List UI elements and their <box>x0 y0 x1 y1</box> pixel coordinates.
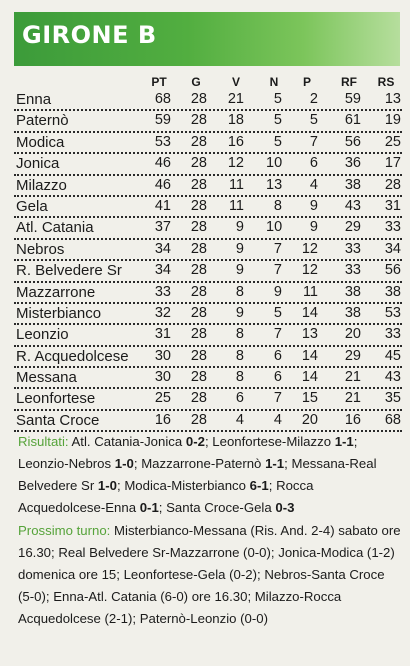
goals-against: 31 <box>384 197 401 214</box>
table-row <box>14 240 402 261</box>
points: 46 <box>154 155 171 172</box>
result-score: 1-0 <box>97 478 117 493</box>
wins: 8 <box>235 347 244 364</box>
losses: 11 <box>302 283 318 300</box>
table-row <box>14 176 402 197</box>
result-match: Mazzarrone-Paternò <box>141 456 262 471</box>
wins: 4 <box>235 411 244 428</box>
goals-against: 17 <box>384 155 401 172</box>
goals-against: 45 <box>384 347 401 364</box>
table-row <box>14 154 402 175</box>
result-score: 1-1 <box>334 434 354 449</box>
fixture: Milazzo-Rocca Acquedolcese (2-1) <box>18 589 342 626</box>
standings-table <box>14 72 402 432</box>
goals-for: 38 <box>344 176 361 193</box>
table-row <box>14 389 402 410</box>
draws: 7 <box>273 390 282 407</box>
team-name: Misterbianco <box>16 304 102 322</box>
losses: 15 <box>301 390 318 407</box>
team-name: Enna <box>16 91 52 108</box>
games: 28 <box>190 176 207 193</box>
wins: 11 <box>228 197 244 214</box>
losses: 5 <box>309 112 318 129</box>
games: 28 <box>190 262 207 279</box>
team-name: Santa Croce <box>16 411 100 429</box>
team-name: Atl. Catania <box>16 219 94 237</box>
table-row <box>14 304 402 325</box>
goals-against: 19 <box>384 112 401 129</box>
fixture: Misterbianco-Messana (Ris. And. 2-4) sabato ore 16.30 <box>18 523 401 560</box>
draws: 7 <box>273 240 282 257</box>
points: 25 <box>154 390 171 407</box>
team-name: R. Acquedolcese <box>16 347 129 365</box>
losses: 9 <box>309 197 318 214</box>
games: 28 <box>190 390 207 407</box>
table-row <box>14 197 402 218</box>
result-match: Rocca Acquedolcese-Enna <box>18 478 314 515</box>
goals-against: 35 <box>384 390 401 407</box>
wins: 12 <box>227 155 244 172</box>
fixture: Nebros-Santa Croce (5-0) <box>18 567 385 604</box>
wins: 6 <box>235 390 244 407</box>
team-name: Leonfortese <box>16 390 96 408</box>
points: 53 <box>154 133 171 150</box>
draws: 6 <box>273 347 282 364</box>
header-p: P <box>302 75 311 89</box>
losses: 14 <box>301 304 318 321</box>
wins: 8 <box>235 283 244 300</box>
result-score: 0-1 <box>139 500 159 515</box>
games: 28 <box>190 369 207 386</box>
games: 28 <box>190 240 207 257</box>
fixture: Real Belvedere Sr-Mazzarrone (0-0) <box>58 545 271 560</box>
fixture: Enna-Atl. Catania (6-0) ore 16.30 <box>53 589 248 604</box>
wins: 8 <box>235 369 244 386</box>
team-name: Gela <box>16 197 48 215</box>
losses: 20 <box>301 411 318 428</box>
group-banner <box>14 12 400 66</box>
results-list: Atl. Catania-Jonica 0-2; Leonfortese-Milazzo 1-1; Leonzio-Nebros 1-0; Mazzarrone-Paternò 1-1; Messana-Real Belvedere Sr 1-0; Modica-Misterbianco 6-1; Rocca Acquedolcese-Enna 0-1; Santa Croce-Gela 0-3 <box>18 434 377 515</box>
losses: 13 <box>301 326 318 343</box>
wins: 9 <box>235 304 244 321</box>
result-match: Leonfortese-Milazzo <box>212 434 332 449</box>
table-row <box>14 218 402 239</box>
draws: 7 <box>273 326 282 343</box>
table-row <box>14 347 402 368</box>
next-round-label: Prossimo turno: <box>18 523 111 538</box>
draws: 13 <box>266 176 283 193</box>
result-match: Modica-Misterbianco <box>124 478 246 493</box>
goals-for: 36 <box>344 155 361 172</box>
goals-for: 56 <box>344 133 361 150</box>
goals-for: 38 <box>344 304 361 321</box>
wins: 8 <box>235 326 244 343</box>
losses: 14 <box>301 347 318 364</box>
table-row <box>14 325 402 346</box>
header-v: V <box>231 75 240 89</box>
goals-for: 29 <box>344 347 361 364</box>
wins: 9 <box>235 219 244 236</box>
header-rs: RS <box>377 75 395 89</box>
goals-for: 59 <box>344 91 361 107</box>
goals-for: 43 <box>344 197 361 214</box>
losses: 14 <box>301 369 318 386</box>
points: 32 <box>154 304 171 321</box>
team-name: R. Belvedere Sr <box>16 262 122 280</box>
results-label: Risultati: <box>18 434 69 449</box>
fixture: Leonfortese-Gela (0-2) <box>123 567 258 582</box>
points: 30 <box>154 369 171 386</box>
draws: 10 <box>266 219 283 236</box>
header-n: N <box>269 75 279 89</box>
goals-for: 38 <box>344 283 361 300</box>
losses: 2 <box>309 91 318 107</box>
team-name: Leonzio <box>16 326 69 344</box>
wins: 18 <box>227 112 244 129</box>
fixture: Paternò-Leonzio (0-0) <box>139 611 268 626</box>
games: 28 <box>190 283 207 300</box>
result-score: 1-0 <box>114 456 134 471</box>
goals-against: 34 <box>384 240 401 257</box>
result-match: Atl. Catania-Jonica <box>71 434 183 449</box>
goals-for: 29 <box>344 219 361 236</box>
losses: 7 <box>309 133 318 150</box>
goals-against: 38 <box>384 283 401 300</box>
goals-against: 53 <box>384 304 401 321</box>
games: 28 <box>190 219 207 236</box>
points: 34 <box>154 262 171 279</box>
result-score: 0-3 <box>275 500 295 515</box>
games: 28 <box>190 112 207 129</box>
next-round-list: Misterbianco-Messana (Ris. And. 2-4) sabato ore 16.30; Real Belvedere Sr-Mazzarrone (0-0); Jonica-Modica (1-2) domenica ore 15; Leonfortese-Gela (0-2); Nebros-Santa Croce (5-0); Enna-Atl. Catania (6-0) ore 16.30; Milazzo-Rocca Acquedolcese (2-1); Paternò-Leonzio (0-0) <box>18 523 401 626</box>
losses: 9 <box>309 219 318 236</box>
goals-against: 25 <box>384 133 401 150</box>
goals-against: 28 <box>384 176 401 193</box>
table-row <box>14 111 402 132</box>
draws: 8 <box>273 197 282 214</box>
result-match: Messana-Real Belvedere Sr <box>18 456 377 493</box>
wins: 21 <box>227 91 244 107</box>
games: 28 <box>190 133 207 150</box>
losses: 12 <box>301 240 318 257</box>
header-rf: RF <box>341 75 357 89</box>
team-name: Milazzo <box>16 176 67 194</box>
goals-for: 21 <box>344 369 361 386</box>
table-header <box>14 72 402 90</box>
draws: 5 <box>273 304 282 321</box>
draws: 5 <box>273 112 282 129</box>
result-score: 1-1 <box>265 456 285 471</box>
results-section <box>18 431 402 519</box>
team-name: Nebros <box>16 240 65 258</box>
table-row <box>14 283 402 304</box>
losses: 12 <box>301 262 318 279</box>
goals-for: 16 <box>344 411 361 428</box>
goals-against: 33 <box>384 326 401 343</box>
points: 68 <box>154 91 171 107</box>
games: 28 <box>190 304 207 321</box>
team-name: Modica <box>16 133 65 151</box>
points: 30 <box>154 347 171 364</box>
wins: 9 <box>235 262 244 279</box>
table-row <box>14 133 402 154</box>
team-name: Mazzarrone <box>16 283 96 301</box>
draws: 10 <box>266 155 283 172</box>
wins: 9 <box>235 240 244 257</box>
points: 33 <box>154 283 171 300</box>
games: 28 <box>190 347 207 364</box>
goals-against: 33 <box>384 219 401 236</box>
points: 34 <box>154 240 171 257</box>
team-name: Paternò <box>16 112 69 130</box>
table-row <box>14 411 402 432</box>
points: 59 <box>154 112 171 129</box>
next-round-section <box>18 520 402 630</box>
points: 37 <box>154 219 171 236</box>
group-title: GIRONE B <box>22 21 157 49</box>
table-row <box>14 261 402 282</box>
goals-against: 68 <box>384 411 401 428</box>
result-score: 6-1 <box>249 478 269 493</box>
table-row <box>14 368 402 389</box>
goals-for: 61 <box>344 112 361 129</box>
points: 31 <box>154 326 171 343</box>
games: 28 <box>190 411 207 428</box>
header-g: G <box>191 75 201 89</box>
draws: 5 <box>273 133 282 150</box>
draws: 9 <box>273 283 282 300</box>
losses: 6 <box>309 155 318 172</box>
result-match: Leonzio-Nebros <box>18 456 112 471</box>
goals-against: 56 <box>384 262 401 279</box>
goals-for: 20 <box>344 326 361 343</box>
draws: 7 <box>273 262 282 279</box>
draws: 6 <box>273 369 282 386</box>
wins: 16 <box>227 133 244 150</box>
goals-for: 21 <box>344 390 361 407</box>
team-name: Messana <box>16 369 77 387</box>
goals-for: 33 <box>344 240 361 257</box>
games: 28 <box>190 326 207 343</box>
goals-against: 13 <box>384 91 401 107</box>
result-score: 0-2 <box>185 434 205 449</box>
goals-for: 33 <box>344 262 361 279</box>
games: 28 <box>190 197 207 214</box>
fixture: Jonica-Modica (1-2) domenica ore 15 <box>18 545 395 582</box>
goals-against: 43 <box>384 369 401 386</box>
games: 28 <box>190 155 207 172</box>
losses: 4 <box>309 176 318 193</box>
draws: 5 <box>273 91 282 107</box>
games: 28 <box>190 91 207 107</box>
header-pt: PT <box>151 75 167 89</box>
team-name: Jonica <box>16 155 60 173</box>
points: 46 <box>154 176 171 193</box>
points: 41 <box>154 197 171 214</box>
wins: 11 <box>228 176 244 193</box>
points: 16 <box>154 411 171 428</box>
table-row <box>14 90 402 111</box>
draws: 4 <box>273 411 282 428</box>
result-match: Santa Croce-Gela <box>166 500 272 515</box>
